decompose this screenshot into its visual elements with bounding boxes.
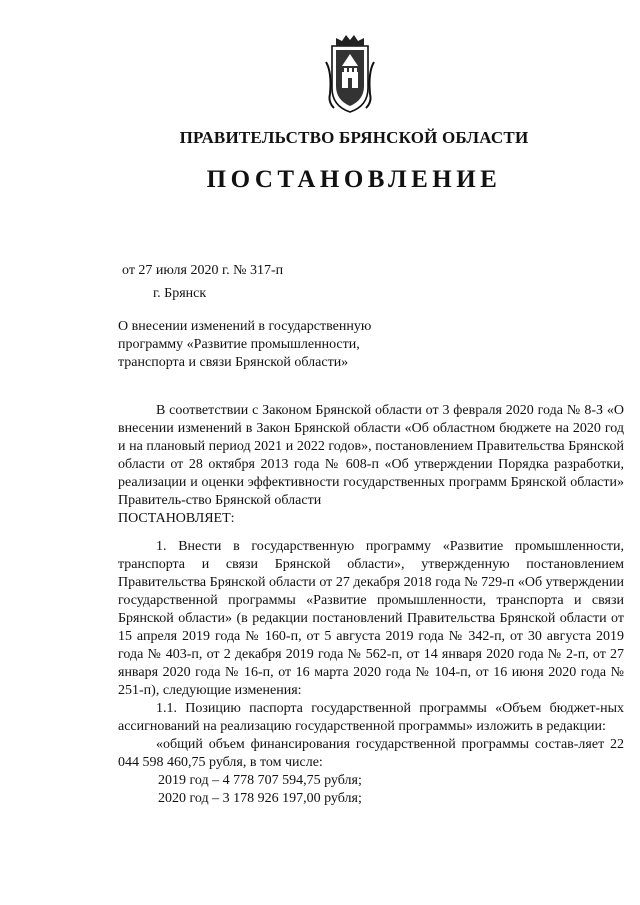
funding-year-2020: 2020 год – 3 178 926 197,00 рубля; <box>158 791 362 806</box>
resolves-heading: ПОСТАНОВЛЯЕТ: <box>118 511 235 526</box>
subject-line: О внесении изменений в государственную <box>118 319 372 334</box>
government-title: ПРАВИТЕЛЬСТВО БРЯНСКОЙ ОБЛАСТИ <box>179 128 529 147</box>
funding-paragraph: «общий объем финансирования государственной программы состав-ляет 22 044 598 460,75 рубля, в том числе: <box>118 737 624 770</box>
document-subject <box>118 318 418 372</box>
coat-of-arms-icon <box>322 32 378 116</box>
subject-line: транспорта и связи Брянской области» <box>118 355 349 370</box>
funding-year-2019: 2019 год – 4 778 707 594,75 рубля; <box>158 773 362 788</box>
document-body <box>118 402 624 808</box>
document-type-title: ПОСТАНОВЛЕНИЕ <box>206 166 502 193</box>
city: г. Брянск <box>153 286 207 301</box>
subject-line: программу «Развитие промышленности, <box>118 337 360 352</box>
clause-1-1-paragraph: 1.1. Позицию паспорта государственной программы «Объем бюджет-ных ассигнований на реализацию государственной программы» изложить в редакции: <box>118 701 624 734</box>
preamble-paragraph: В соответствии с Законом Брянской области от 3 февраля 2020 года № 8-З «О внесении изменений в Закон Брянской области «Об областном бюджете на 2020 год и на плановый период 2021 и 2022 годов», постановлением Правительства Брянской области от 28 октября 2013 года № 608-п «Об утверждении Порядка разработки, реализации и оценки эффективности государственных программ Брянской области» Правитель-ство Брянской области <box>118 403 624 508</box>
date-and-number: от 27 июля 2020 г. № 317-п <box>122 263 284 278</box>
clause-1-paragraph: 1. Внести в государственную программу «Развитие промышленности, транспорта и связи Брянской области», утвержденную постановлением Правительства Брянской области от 27 декабря 2018 года № 729-п «Об утверждении государственной программы «Развитие промышленности, транспорта и связи Брянской области» (в редакции постановлений Правительства Брянской области от 15 апреля 2019 года № 160-п, от 5 августа 2019 года № 342-п, от 30 августа 2019 года № 403-п, от 2 декабря 2019 года № 562-п, от 14 января 2020 года № 2-п, от 27 января 2020 года № 16-п, от 16 марта 2020 года № 104-п, от 16 июня 2020 года № 251-п), следующие изменения: <box>118 539 624 698</box>
